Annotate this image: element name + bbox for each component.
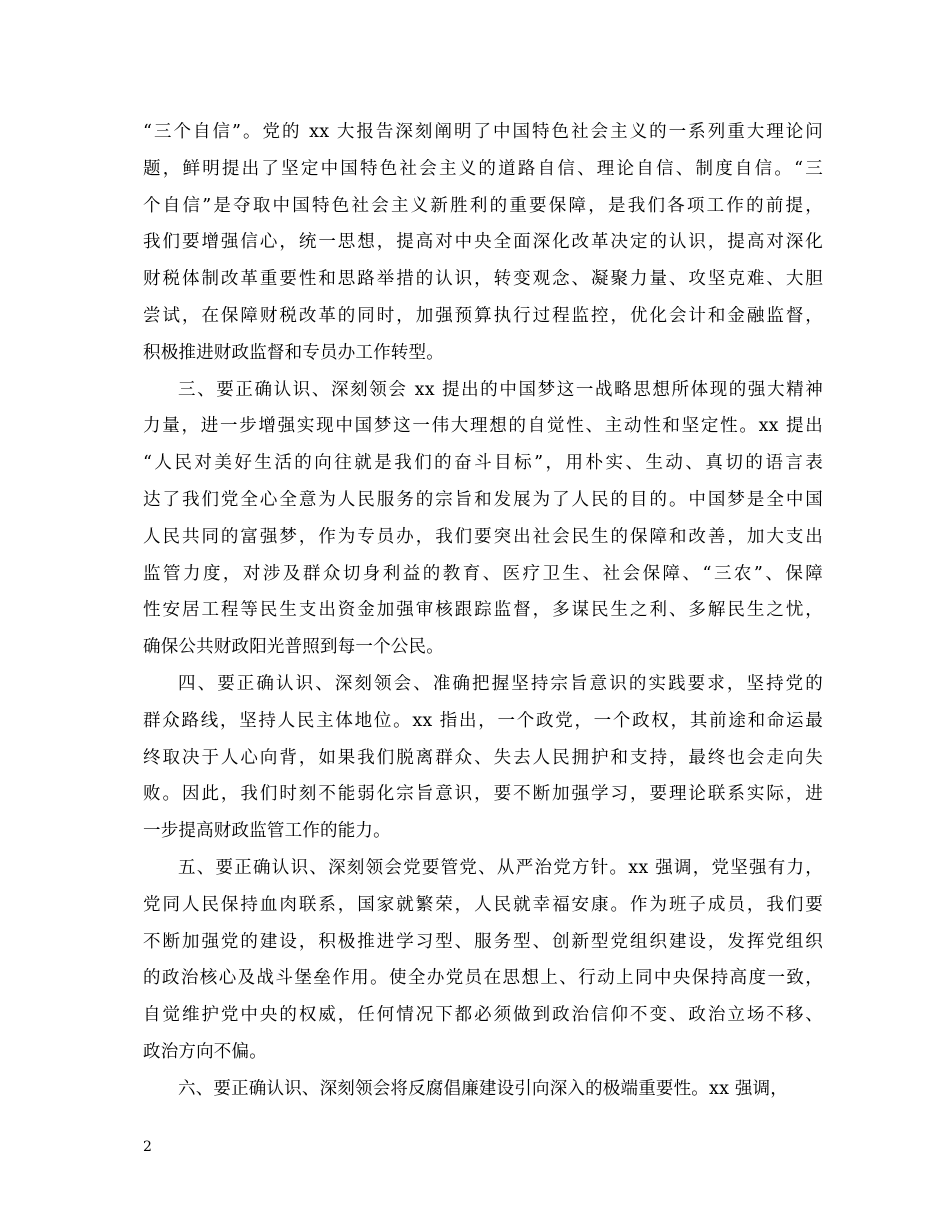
text-line: 我们要增强信心，统一思想，提高对中央全面深化改革决定的认识，提高对深化 — [143, 232, 823, 253]
text-line: 终取决于人心向背，如果我们脱离群众、失去人民拥护和支持，最终也会走向失 — [143, 747, 823, 768]
text-line: 积极推进财政监督和专员办工作转型。 — [143, 342, 444, 363]
paragraph — [143, 1071, 823, 1108]
text-line: 不断加强党的建设，积极推进学习型、服务型、创新型党组织建设，发挥党组织 — [143, 931, 823, 952]
text-line: 党同人民保持血肉联系，国家就繁荣，人民就幸福安康。作为班子成员，我们要 — [143, 894, 823, 915]
text-line: 达了我们党全心全意为人民服务的宗旨和发展为了人民的目的。中国梦是全中国 — [143, 489, 823, 510]
text-line: 力量，进一步增强实现中国梦这一伟大理想的自觉性、主动性和坚定性。xx 提出 — [143, 416, 823, 437]
text-line: “人民对美好生活的向往就是我们的奋斗目标”，用朴实、生动、真切的语言表 — [143, 453, 823, 474]
paragraph — [143, 372, 823, 666]
text-line: 四、要正确认识、深刻领会、准确把握坚持宗旨意识的实践要求，坚持党的 — [178, 673, 823, 694]
text-line: 败。因此，我们时刻不能弱化宗旨意识，要不断加强学习，要理论联系实际，进 — [143, 784, 823, 805]
text-line: 个自信”是夺取中国特色社会主义新胜利的重要保障，是我们各项工作的前提， — [143, 195, 823, 216]
text-line: 监管力度，对涉及群众切身利益的教育、医疗卫生、社会保障、“三农”、保障 — [143, 563, 823, 584]
text-line: 六、要正确认识、深刻领会将反腐倡廉建设引向深入的极端重要性。xx 强调， — [178, 1078, 788, 1099]
text-line: “三个自信”。党的 xx 大报告深刻阐明了中国特色社会主义的一系列重大理论问 — [143, 122, 823, 142]
text-line: 题，鲜明提出了坚定中国特色社会主义的道路自信、理论自信、制度自信。“三 — [143, 158, 823, 179]
text-line: 群众路线，坚持人民主体地位。xx 指出，一个政党，一个政权，其前途和命运最 — [143, 710, 823, 731]
text-line: 五、要正确认识、深刻领会党要管党、从严治党方针。xx 强调，党坚强有力， — [178, 857, 823, 878]
body-text — [143, 114, 823, 1108]
text-line: 政治方向不偏。 — [143, 1041, 267, 1062]
text-line: 三、要正确认识、深刻领会 xx 提出的中国梦这一战略思想所体现的强大精神 — [178, 379, 823, 400]
text-line: 性安居工程等民生支出资金加强审核跟踪监督，多谋民生之利、多解民生之忧， — [143, 600, 823, 621]
text-line: 确保公共财政阳光普照到每一个公民。 — [143, 637, 444, 658]
text-line: 的政治核心及战斗堡垒作用。使全办党员在思想上、行动上同中央保持高度一致， — [143, 968, 823, 989]
page-number: 2 — [143, 1139, 152, 1155]
paragraph — [143, 666, 823, 850]
paragraph — [143, 114, 823, 372]
text-line: 一步提高财政监管工作的能力。 — [143, 821, 391, 842]
text-line: 人民共同的富强梦，作为专员办，我们要突出社会民生的保障和改善，加大支出 — [143, 526, 823, 547]
paragraph — [143, 850, 823, 1071]
text-line: 自觉维护党中央的权威，任何情况下都必须做到政治信仰不变、政治立场不移、 — [143, 1005, 823, 1026]
text-line: 尝试，在保障财税改革的同时，加强预算执行过程监控，优化会计和金融监督， — [143, 305, 823, 326]
text-line: 财税体制改革重要性和思路举措的认识，转变观念、凝聚力量、攻坚克难、大胆 — [143, 269, 823, 290]
